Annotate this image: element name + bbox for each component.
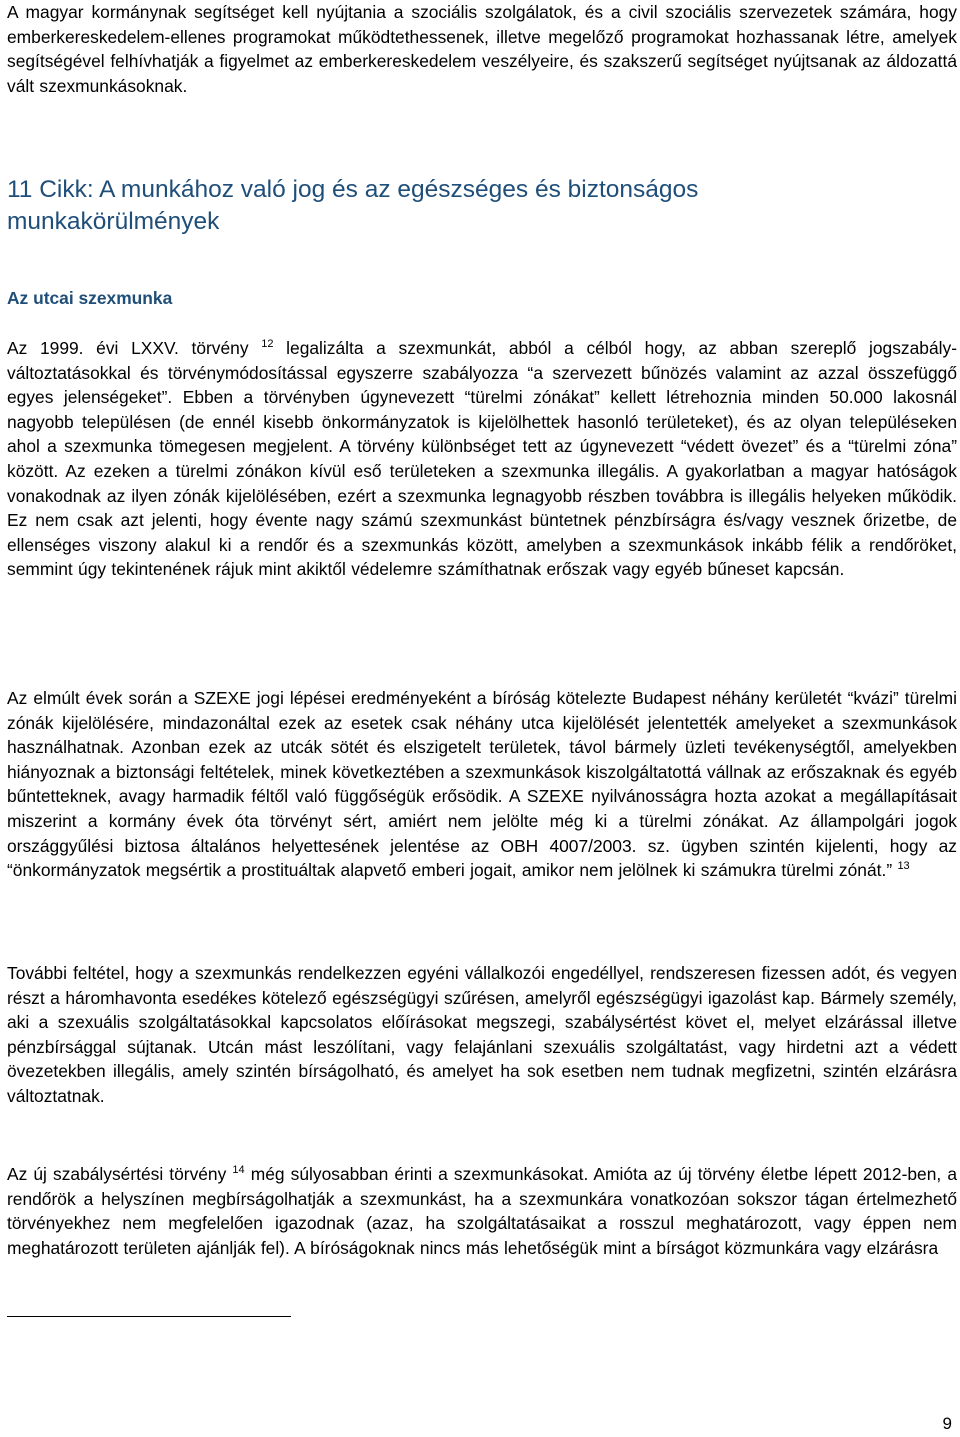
paragraph-text: Az új szabálysértési törvény — [7, 1164, 227, 1184]
paragraph-new-law — [7, 1162, 957, 1260]
footnote-reference[interactable]: 14 — [232, 1164, 245, 1176]
paragraph-tolerance-zones: Az elmúlt évek során a SZEXE jogi lépései eredményeként a bíróság kötelezte Budapest néhány kerületét “kvázi” türelmi zónák kijelölésére, mindazonáltal ezek az esetek csak néhány utca kijelölését jelentették amelyeket a szexmunkások használhatnak. Azonban ezek az utcák sötét és elszigetelt területek, távol bármely üzleti tevékenységtől, amelyekben hiányoznak a biztonsági feltételek, minek következtében a szexmunkások kiszolgáltatottá vállnak az erőszaknak és egyéb bűntetteknek, avagy harmadik féltől való függőségük erősödik. A SZEXE nyilvánosságra hozta azokat a megállapításait miszerint a kormány évek óta törvényt sért, amiért nem jelölte még ki a türelmi zónákat. Az állampolgári jogok országgyűlési biztosa általános helyettesének jelentése az OBH 4007/2003. sz. ügyben szintén kijelenti, hogy az “önkormányzatok megsértik a prostituáltak alapvető emberi jogait, amikor nem jelölnek ki számukra türelmi zónát.” $^{13}$ — [7, 688, 957, 881]
footnote-separator — [7, 1316, 291, 1317]
paragraph-text: legalizálta a szexmunkát, abból a célból hogy, az abban szereplő jogszabály-változtatásokkal és törvénymódosítással egyszerre szabályozza “a szervezett bűnözés valamint az azzal összefüggő egyes jelenségeket”. Ebben a törvényben úgynevezett “türelmi zónákat” kellett létrehoznia minden 50.000 lakosnál nagyobb településen (de ennél kisebb önkormányzatok is kijelölhettek hasonló területeket), és az olyan településeken ahol a szexmunka tömegesen megjelent. A törvény különbséget tett az úgynevezett “védett övezet” és a “türelmi zóna” között. Az ezeken a türelmi zónákon kívül eső területeken a szexmunka illegális. A gyakorlatban a magyar hatóságok vonakodnak az ilyen zónák kijelölésében, ezért a szexmunka legnagyobb részben továbbra is illegális helyeken működik. Ez nem csak azt jelenti, hogy évente nagy számú szexmunkást büntetnek pénzbírságra és/vagy vesznek őrizetbe, de ellenséges viszony alakul ki a rendőr és a szexmunkás között, amelyben a szexmunkások inkább félik a rendőröket, semmint úgy tekintenének rájuk mint akiktől védelemre számíthatnak erőszak vagy egyéb bűneset kapcsán. — [7, 338, 957, 580]
paragraph-text: Az 1999. évi LXXV. törvény — [7, 338, 249, 358]
footnote-reference[interactable]: 13 — [897, 860, 910, 873]
paragraph-conditions: További feltétel, hogy a szexmunkás rendelkezzen egyéni vállalkozói engedéllyel, rendszeresen fizessen adót, és vegyen részt a háromhavonta esedékes kötelező egészségügyi szűrésen, amelyről egészségügyi igazolást kap. Bármely személy, aki a szexuális szolgáltatásokkal kapcsolatos előírásokat megszegi, szabálysértést követ el, melyet elzárással illetve pénzbírsággal sújtanak. Utcán mást leszólítani, vagy felajánlani szexuális szolgáltatást, vagy hirdetni azt a védett övezetekben illegális, amely szintén bírságolható, és amelyet ha sok esetben nem tudnak megfizetni, szintén elzárásra változtatnak. — [7, 963, 957, 1106]
subsection-heading: Az utcai szexmunka — [7, 288, 173, 308]
paragraph-text: Az elmúlt évek során a SZEXE jogi lépései eredményeként a bíróság kötelezte Budapest néhány kerületét “kvázi” türelmi zónák kijelölésére, mindazonáltal ezek az esetek csak néhány utca kijelölését jelentették amelyeket a szexmunkások használhatnak. Azonban ezek az utcák sötét és elszigetelt területek, távol bármely üzleti tevékenységtől, amelyekben hiányoznak a biztonsági feltételek, minek következtében a szexmunkások kiszolgáltatottá vállnak az erőszaknak és egyéb bűntetteknek, avagy harmadik féltől való függőségük erősödik. A SZEXE nyilvánosságra hozta azokat a megállapításait miszerint a kormány évek óta törvényt sért, amiért nem jelölte még ki a türelmi zónákat. Az állampolgári jogok országgyűlési biztosa általános helyettesének jelentése az OBH 4007/2003. sz. ügyben szintén kijelenti, hogy az “önkormányzatok megsértik a prostituáltak alapvető emberi jogait, amikor nem jelölnek ki számukra türelmi zónát. — [7, 688, 957, 881]
paragraph-street-sexwork-law — [7, 336, 957, 582]
intro-paragraph: A magyar kormánynak segítséget kell nyújtania a szociális szolgálatok, és a civil szociális szervezetek számára, hogy emberkereskedelem-ellenes programokat működtethessenek, illetve megelőző programokat hozhassanak létre, amelyek segítségével felhívhatják a figyelmet az emberkereskedelem veszélyeire, és szakszerű segítséget nyújtsanak az áldozattá vált szexmunkásoknak. — [7, 2, 957, 96]
paragraph-text: még súlyosabban érinti a szexmunkásokat. Amióta az új törvény életbe lépett 2012-ben, a rendőrök a helyszínen megbírságolhatják a szexmunkást, ha a szexmunkára vonatkozóan sokszor tágan értelmezhető törvényekhez nem megfelelően igazodnak (azaz, ha szolgáltatásaikat a rosszul meghatározott, vagy éppen nem meghatározott területen ajánlják fel). A bíróságoknak nincs más lehetőségük mint a bírságot közmunkára vagy elzárásra — [7, 1164, 957, 1258]
footnote-reference[interactable]: 12 — [261, 338, 274, 350]
page-number: 9 — [942, 1414, 952, 1433]
section-heading: 11 Cikk: A munkához való jog és az egészséges és biztonságos munkakörülmények — [7, 176, 699, 235]
